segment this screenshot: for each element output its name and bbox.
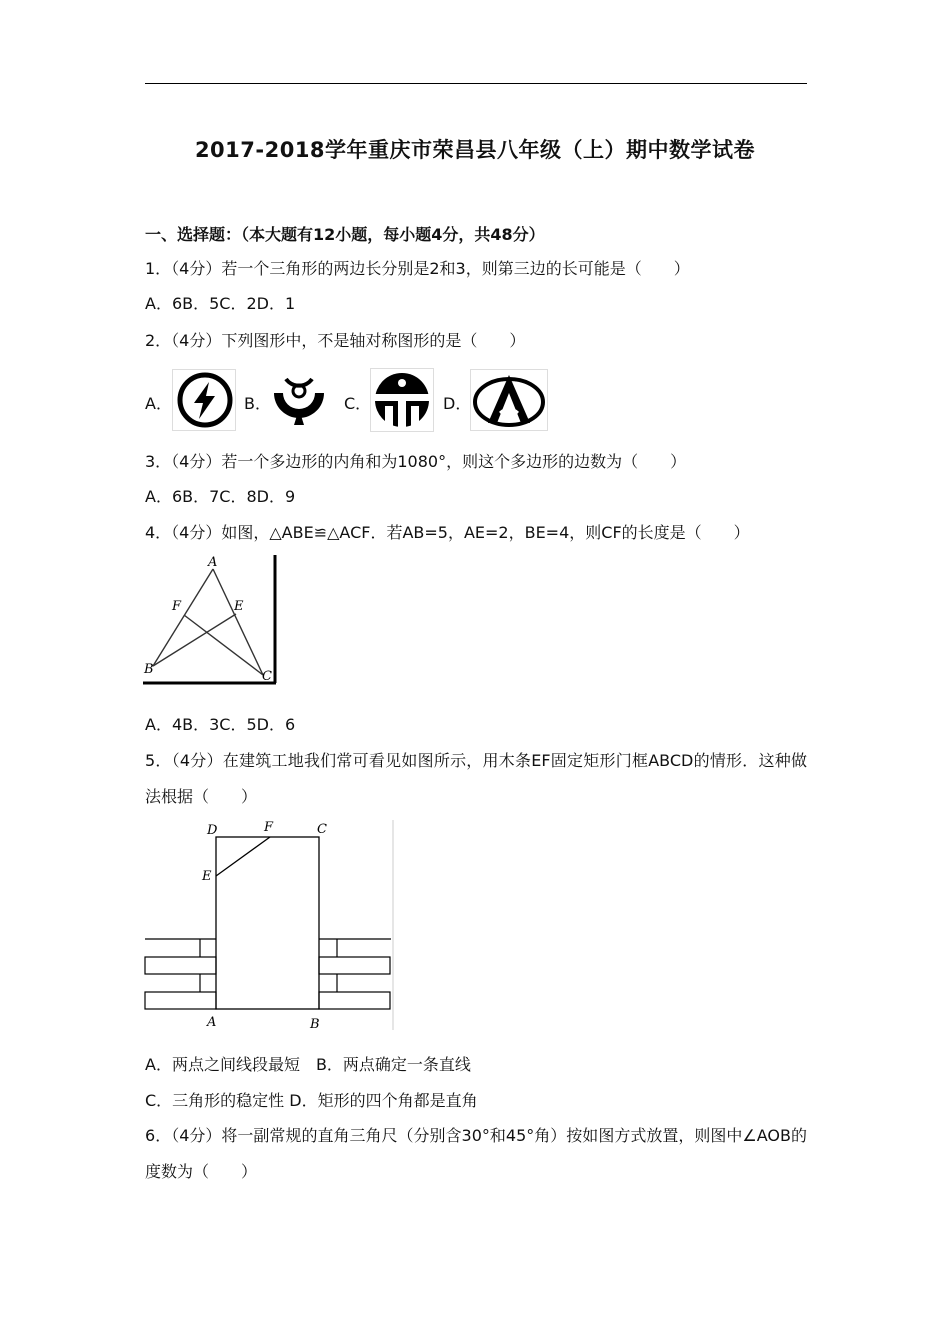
label-D: D xyxy=(207,823,218,838)
door-frame-figure xyxy=(143,818,395,1032)
logo-d-star-arch-icon xyxy=(470,369,548,431)
question-6-stem: 6．（4分）将一副常规的直角三角尺（分别含30°和45°角）按如图方式放置，则图中∠AOB的度数为（ ） xyxy=(145,1126,807,1181)
question-2-stem: 2．（4分）下列图形中，不是轴对称图形的是（ ） xyxy=(145,331,526,350)
label-F: F xyxy=(264,820,274,835)
question-5-options-2: C．三角形的稳定性 D．矩形的四个角都是直角 xyxy=(145,1091,478,1110)
question-3-options: A．6B．7C．8D．9 xyxy=(145,487,296,506)
label-F: F xyxy=(172,599,182,614)
question-3-stem: 3．（4分）若一个多边形的内角和为1080°，则这个多边形的边数为（ ） xyxy=(145,452,687,471)
label-E: E xyxy=(234,599,244,614)
label-C: C xyxy=(262,669,272,684)
logo-c-symbol-icon xyxy=(370,368,434,432)
label-B: B xyxy=(310,1017,320,1032)
question-5-options-1: A．两点之间线段最短 B．两点确定一条直线 xyxy=(145,1055,471,1074)
logo-a-lightning-icon xyxy=(172,369,236,431)
triangle-figure xyxy=(143,553,279,687)
label-A: A xyxy=(207,1015,217,1030)
option-c-label: C． xyxy=(344,394,372,413)
question-1-options: A．6B．5C．2D．1 xyxy=(145,294,296,313)
logo-b-emblem-icon xyxy=(268,369,330,431)
label-C: C xyxy=(317,822,327,837)
question-4-options: A．4B．3C．5D．6 xyxy=(145,715,296,734)
question-4-stem: 4．（4分）如图，△ABE≌△ACF．若AB=5，AE=2，BE=4，则CF的长度是（ ） xyxy=(145,523,750,542)
header-rule xyxy=(145,83,807,84)
section-heading: 一、选择题：（本大题有12小题，每小题4分，共48分） xyxy=(145,225,545,244)
option-d-label: D． xyxy=(443,394,472,413)
option-a-label: A． xyxy=(145,394,172,413)
label-B: B xyxy=(144,662,154,677)
label-A: A xyxy=(208,555,218,570)
option-b-label: B． xyxy=(244,394,271,413)
label-E: E xyxy=(202,869,212,884)
question-5-stem: 5．（4分）在建筑工地我们常可看见如图所示，用木条EF固定矩形门框ABCD的情形．这种做法根据（ ） xyxy=(145,751,807,806)
question-1-stem: 1．（4分）若一个三角形的两边长分别是2和3，则第三边的长可能是（ ） xyxy=(145,259,690,278)
page-title: 2017-2018学年重庆市荣昌县八年级（上）期中数学试卷 xyxy=(194,138,756,162)
